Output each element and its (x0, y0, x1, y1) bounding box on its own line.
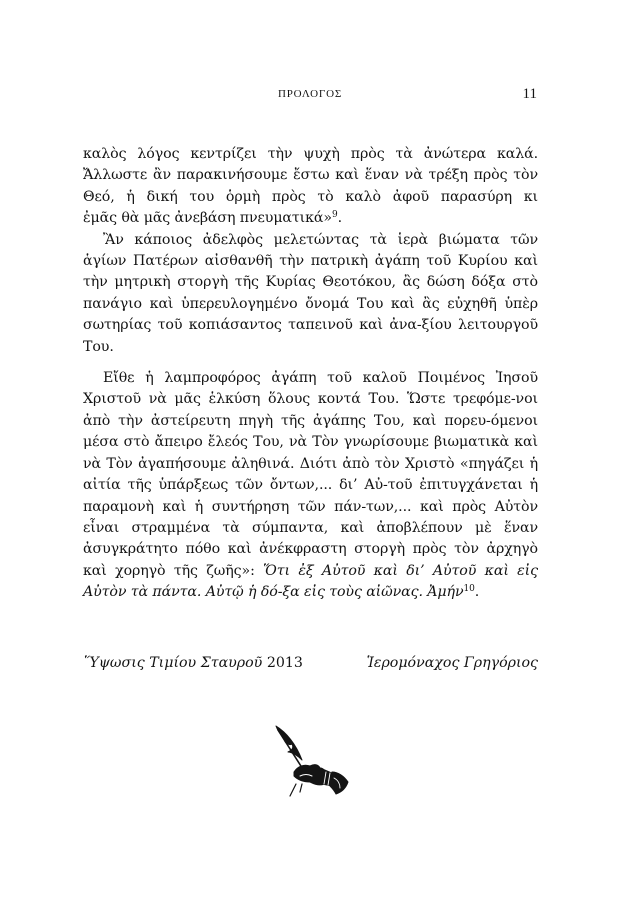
hand-with-quill-icon (268, 722, 354, 804)
signature-date (84, 655, 303, 671)
p1-line-3: τὸν Θεό, ἡ δική του ὁρμὴ πρὸς τὸ καλὸ ἀφοῦ παρασύρη κι (83, 167, 538, 205)
signature-year: 2013 (266, 655, 303, 671)
signature-feast: Ὕψωσις Τιμίου Σταυροῦ (84, 655, 263, 671)
p1-line-2: Ἄλλωστε ἂν παρακινήσουμε ἔστω καὶ ἕναν νὰ τρέξη πρὸς (83, 167, 508, 184)
running-header (84, 88, 536, 108)
body-text (83, 144, 538, 604)
p3-end: . (474, 584, 480, 601)
p1-line-1: καλὸς λόγος κεντρίζει τὴν ψυχὴ πρὸς τὰ ἀνώτερα καλά. (83, 146, 538, 162)
signature-row (84, 655, 538, 679)
paragraph-3 (83, 368, 538, 603)
paragraph-2: Ἂν κάποιος ἀδελφὸς μελετώντας τὰ ἱερὰ βιώματα τῶν ἁγίων Πατέρων αἰσθανθῆ τὴν πατρικὴ ἀγάπη τοῦ Κυρίου καὶ τὴν μητρικὴ στοργὴ τῆς Κυρίας Θεοτόκου, ἂς δώση δόξα στὸ πανάγιο καὶ ὑπερευλογημένο ὄνομά Του καὶ ἂς εὐχηθῆ ὑπὲρ σωτηρίας τοῦ κοπιάσαντος ταπεινοῦ καὶ ἀνα-ξίου λειτουργοῦ Του. (83, 231, 538, 355)
signature-author: Ἱερομόναχος Γρηγόριος (366, 655, 538, 671)
running-title: ΠΡΟΛΟΓΟΣ (277, 88, 343, 100)
p3-scripture-quote: Ὅτι ἐξ Αὐτοῦ καὶ δι’ Αὐτοῦ καὶ εἰς Αὐτὸν τὰ πάντα. Αὐτῷ ἡ δό-ξα εἰς τοὺς αἰῶνας. Ἀμήν (83, 562, 538, 601)
footnote-ref-9: 9 (331, 210, 338, 221)
p1-line-4-end: . (337, 210, 343, 227)
p1-line-4: ἐμᾶς θὰ μᾶς ἀνεβάση πνευματικά» (83, 210, 332, 227)
p3-text: Εἴθε ἡ λαμπροφόρος ἀγάπη τοῦ καλοῦ Ποιμένος Ἰησοῦ Χριστοῦ νὰ μᾶς ἑλκύση ὅλους κοντά Του. Ὥστε τρεφόμε-νοι ἀπὸ τὴν ἀστείρευτη πηγὴ τῆς ἀγάπης Του, καὶ πορευ-όμενοι μέσα στὸ ἄπειρο ἔλεός Του, νὰ Τὸν γνωρίσουμε βιωματικὰ καὶ νὰ Τὸν ἀγαπήσουμε ἀληθινά. Διότι ἀπὸ τὸν Χριστὸ «πηγάζει ἡ αἰτία τῆς ὑπάρξεως τῶν ὄντων,... δι’ Αὐ-τοῦ ἐπιτυγχάνεται ἡ παραμονὴ καὶ ἡ συντήρηση τῶν πάν-των,... καὶ πρὸς Αὐτὸν εἶναι στραμμένα τὰ σύμπαντα, καὶ ἀποβλέπουν μὲ ἕναν ἀσυγκράτητο πόθο καὶ ἀνέκφραστη στοργὴ πρὸς τὸν ἀρχηγὸ καὶ χορηγὸ τῆς ζωῆς»: (83, 370, 538, 579)
paragraph-1 (83, 144, 538, 230)
footnote-ref-10: 10 (463, 584, 475, 595)
page-number: 11 (522, 86, 537, 102)
